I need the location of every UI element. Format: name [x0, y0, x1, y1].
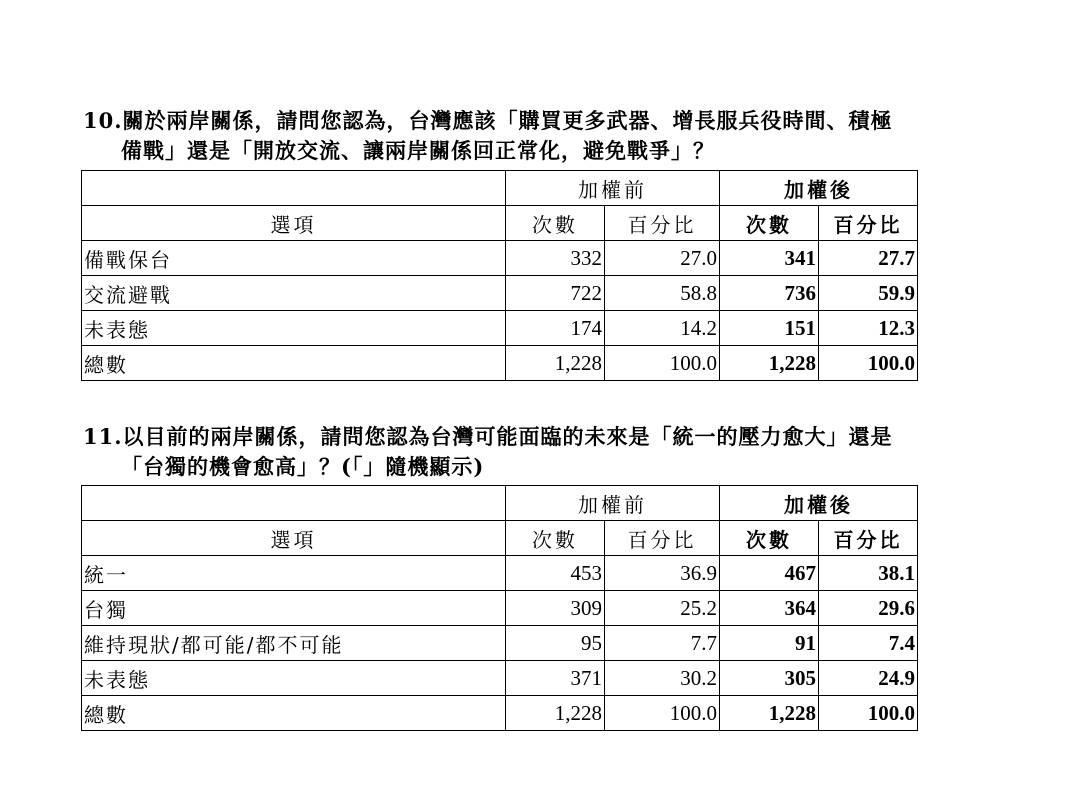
count-after: 151 — [720, 311, 819, 346]
percent-after: 29.6 — [819, 591, 918, 626]
header-option: 選項 — [82, 521, 506, 556]
percent-before: 7.7 — [605, 626, 720, 661]
question-11-line2: 「台獨的機會愈高」？(「」隨機顯示) — [121, 454, 485, 479]
header-percent-before: 百分比 — [605, 521, 720, 556]
question-10-table-body — [82, 171, 918, 381]
count-before: 174 — [506, 311, 605, 346]
question-11-table-body — [82, 486, 918, 731]
header-count-after: 次數 — [720, 206, 819, 241]
percent-before: 14.2 — [605, 311, 720, 346]
percent-before: 25.2 — [605, 591, 720, 626]
count-after: 1,228 — [720, 696, 819, 731]
percent-before: 100.0 — [605, 696, 720, 731]
empty-header-cell — [82, 171, 506, 206]
percent-before: 58.8 — [605, 276, 720, 311]
row-label: 備戰保台 — [82, 241, 506, 276]
header-row-columns — [82, 206, 918, 241]
percent-after: 100.0 — [819, 696, 918, 731]
count-after: 736 — [720, 276, 819, 311]
percent-after: 27.7 — [819, 241, 918, 276]
table-row — [82, 241, 918, 276]
question-10-line1: 10.關於兩岸關係，請問您認為，台灣應該「購買更多武器、增長服兵役時間、積極 — [83, 108, 893, 133]
row-label: 維持現狀/都可能/都不可能 — [82, 626, 506, 661]
question-11-text — [83, 422, 1013, 482]
count-before: 722 — [506, 276, 605, 311]
table-row — [82, 661, 918, 696]
count-before: 371 — [506, 661, 605, 696]
header-percent-after: 百分比 — [819, 206, 918, 241]
count-after: 91 — [720, 626, 819, 661]
count-before: 95 — [506, 626, 605, 661]
header-before-weighting: 加權前 — [506, 486, 720, 521]
header-count-after: 次數 — [720, 521, 819, 556]
header-percent-after: 百分比 — [819, 521, 918, 556]
count-after: 364 — [720, 591, 819, 626]
header-after-weighting: 加權後 — [720, 171, 918, 206]
count-after: 1,228 — [720, 346, 819, 381]
table-row — [82, 591, 918, 626]
percent-before: 27.0 — [605, 241, 720, 276]
table-row — [82, 626, 918, 661]
table-row — [82, 311, 918, 346]
row-label: 未表態 — [82, 661, 506, 696]
percent-after: 7.4 — [819, 626, 918, 661]
header-row-group — [82, 486, 918, 521]
percent-after: 24.9 — [819, 661, 918, 696]
header-row-group — [82, 171, 918, 206]
header-row-columns — [82, 521, 918, 556]
count-after: 467 — [720, 556, 819, 591]
table-row-total — [82, 346, 918, 381]
row-label: 未表態 — [82, 311, 506, 346]
count-before: 1,228 — [506, 696, 605, 731]
table-row — [82, 556, 918, 591]
question-10-line2: 備戰」還是「開放交流、讓兩岸關係回正常化，避免戰爭」？ — [121, 138, 715, 163]
percent-before: 100.0 — [605, 346, 720, 381]
table-row-total — [82, 696, 918, 731]
table-row — [82, 276, 918, 311]
count-after: 305 — [720, 661, 819, 696]
header-before-weighting: 加權前 — [506, 171, 720, 206]
percent-after: 12.3 — [819, 311, 918, 346]
row-label: 統一 — [82, 556, 506, 591]
percent-before: 30.2 — [605, 661, 720, 696]
percent-after: 100.0 — [819, 346, 918, 381]
row-label: 總數 — [82, 346, 506, 381]
question-10-table — [81, 170, 918, 381]
count-before: 309 — [506, 591, 605, 626]
row-label: 總數 — [82, 696, 506, 731]
percent-after: 59.9 — [819, 276, 918, 311]
percent-before: 36.9 — [605, 556, 720, 591]
header-percent-before: 百分比 — [605, 206, 720, 241]
question-10-text — [83, 106, 1013, 166]
count-before: 453 — [506, 556, 605, 591]
count-before: 1,228 — [506, 346, 605, 381]
row-label: 台獨 — [82, 591, 506, 626]
question-11-line1: 11.以目前的兩岸關係，請問您認為台灣可能面臨的未來是「統一的壓力愈大」還是 — [83, 424, 893, 449]
count-after: 341 — [720, 241, 819, 276]
count-before: 332 — [506, 241, 605, 276]
header-after-weighting: 加權後 — [720, 486, 918, 521]
header-count-before: 次數 — [506, 206, 605, 241]
question-11-table — [81, 485, 918, 731]
percent-after: 38.1 — [819, 556, 918, 591]
header-count-before: 次數 — [506, 521, 605, 556]
row-label: 交流避戰 — [82, 276, 506, 311]
empty-header-cell — [82, 486, 506, 521]
header-option: 選項 — [82, 206, 506, 241]
